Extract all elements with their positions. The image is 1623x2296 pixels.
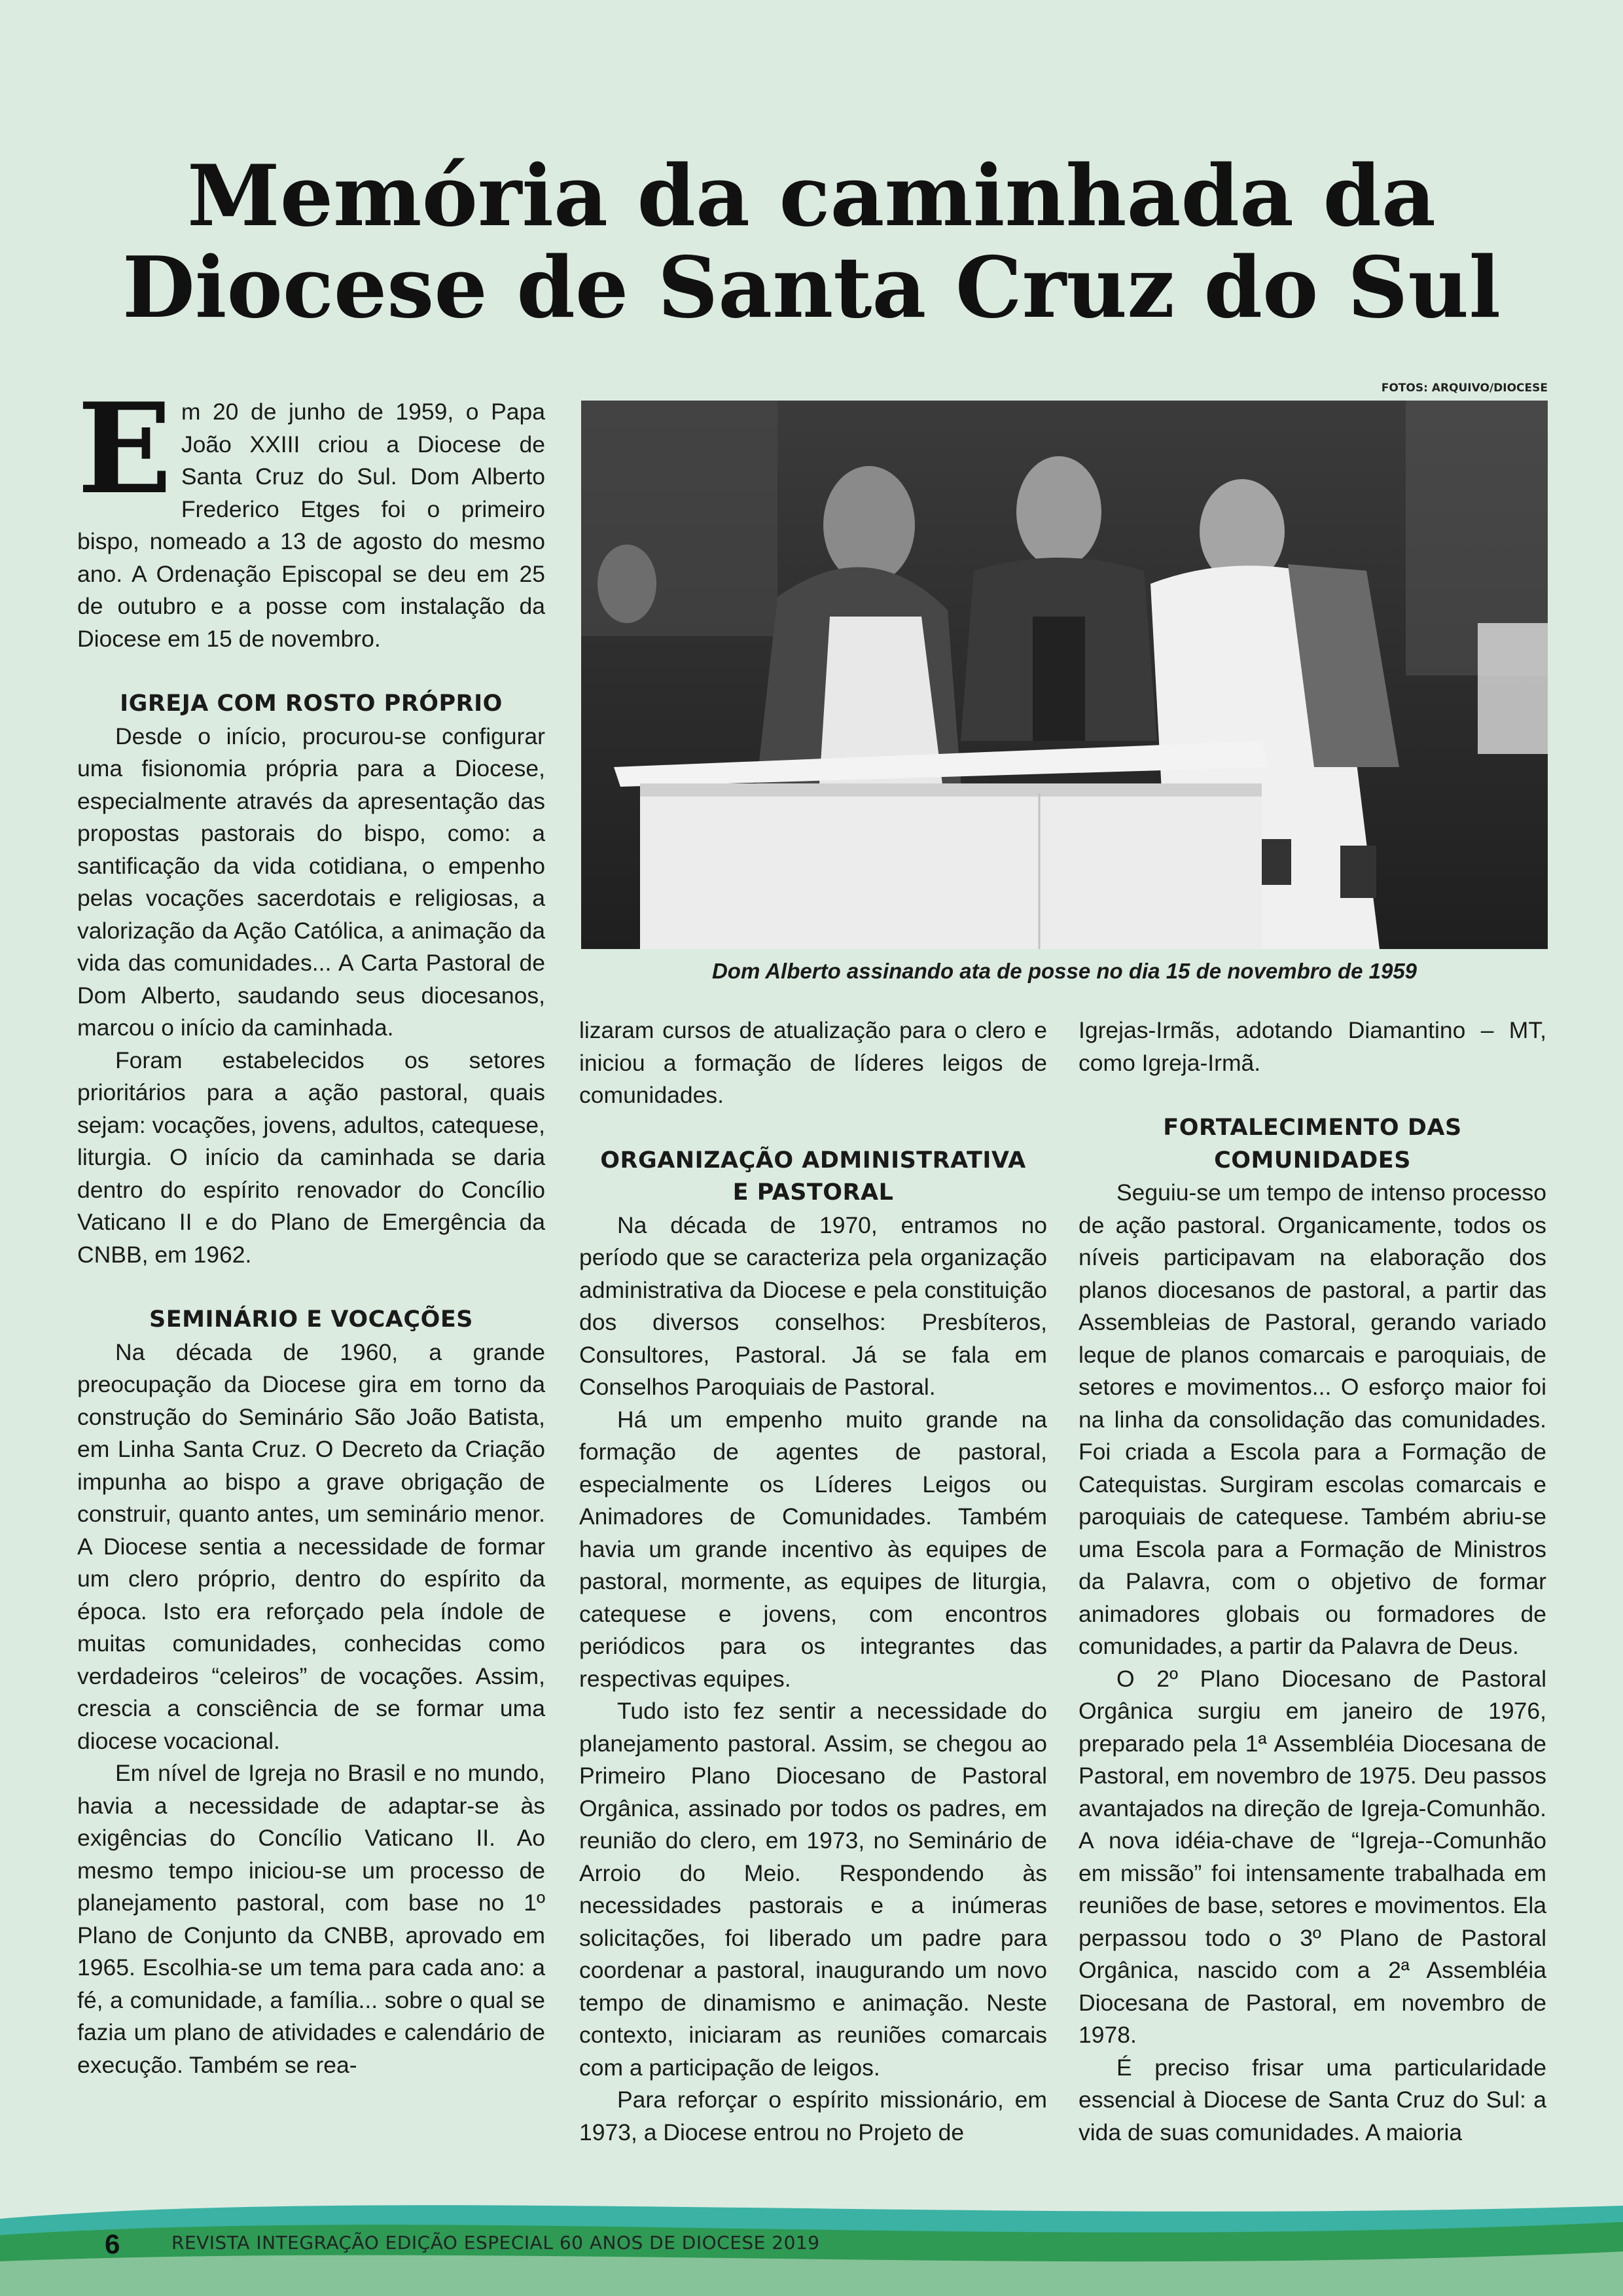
paragraph: É preciso frisar uma particularidade essencial à Diocese de Santa Cruz do Sul: a vida de suas comunidades. A maioria	[1079, 2054, 1546, 2145]
title-line-2: Diocese de Santa Cruz do Sul	[122, 239, 1501, 337]
paragraph: lizaram cursos de atualização para o clero e iniciou a formação de líderes leigos de comunidades.	[579, 1017, 1047, 1108]
historic-photo	[581, 401, 1548, 949]
paragraph: Há um empenho muito grande na formação de agentes de pastoral, especialmente os Líderes Leigos ou Animadores de Comunidades. Também havia um grande incentivo às equipes de pastoral, mormente, as equipes de liturgia, catequese e jovens, com encontros periódicos para os integrantes das respectivas equipes.	[579, 1406, 1047, 1692]
page-number: 6	[105, 2229, 120, 2259]
paragraph: Tudo isto fez sentir a necessidade do planejamento pastoral. Assim, se chegou ao Primeiro Plano Diocesano de Pastoral Orgânica, assinado por todos os padres, em reunião do clero, em 1973, no Seminário de Arroio do Meio. Respondendo às necessidades pastorais e a inúmeras solicitações, foi liberado um padre para coordenar a pastoral, inaugurando um novo tempo de dinamismo e animação. Neste contexto, iniciaram as reuniões comarcais com a participação de leigos.	[579, 1698, 1047, 2081]
paragraph: Na década de 1970, entramos no período que se caracteriza pela organização administrativa da Diocese e pela constituição dos diversos conselhos: Presbíteros, Consultores, Pastoral. Já se fala em Conselhos Paroquiais de Pastoral.	[579, 1211, 1047, 1400]
heading-organizacao-2: E PASTORAL	[732, 1179, 894, 1206]
paragraph: Igrejas-Irmãs, adotando Diamantino – MT, como Igreja-Irmã.	[1079, 1017, 1546, 1076]
paragraph: Para reforçar o espírito missionário, em 1973, a Diocese entrou no Projeto de	[579, 2087, 1047, 2145]
heading-igreja: IGREJA COM ROSTO PRÓPRIO	[120, 691, 503, 717]
paragraph: Desde o início, procurou-se configurar uma fisionomia própria para a Diocese, especialmente através da apresentação das propostas pastorais do bispo, como: a santificação da vida cotidiana, o empenho pelas vocações sacerdotais e religiosas, a valorização da Ação Católica, a animação da vida das comunidades... A Carta Pastoral de Dom Alberto, saudando seus diocesanos, marcou o início da caminhada.	[77, 723, 545, 1041]
heading-seminario: SEMINÁRIO E VOCAÇÕES	[149, 1306, 473, 1333]
footer-publication: REVISTA INTEGRAÇÃO EDIÇÃO ESPECIAL 60 ANOS DE DIOCESE 2019	[171, 2232, 820, 2253]
paragraph: Seguiu-se um tempo de intenso processo de ação pastoral. Organicamente, todos os níveis participavam na elaboração dos planos diocesanos de pastoral, a partir das Assembleias de Pastoral, gerando variado leque de planos comarcais e paroquiais, de setores e movimentos... O esforço maior foi na linha da consolidação das comunidades. Foi criada a Escola para a Formação de Catequistas. Surgiram escolas comarcais e paroquiais de catequese. Também abriu-se uma Escola para a Formação de Ministros da Palavra, com o objetivo de formar animadores globais ou formadores de comunidades, a partir da Palavra de Deus.	[1079, 1179, 1546, 1659]
paragraph: Foram estabelecidos os setores prioritários para a ação pastoral, quais sejam: vocações, jovens, adultos, catequese, liturgia. O início da caminhada se daria dentro do espírito renovador do Concílio Vaticano II e do Plano de Emergência da CNBB, em 1962.	[77, 1047, 545, 1268]
paragraph: Em nível de Igreja no Brasil e no mundo, havia a necessidade de adaptar-se às exigências do Concílio Vaticano II. Ao mesmo tempo iniciou-se um processo de planejamento pastoral, com base no 1º Plano de Conjunto da CNBB, aprovado em 1965. Escolhia-se um tema para cada ano: a fé, a comunidade, a família... sobre o qual se fazia um plano de atividades e calendário de execução. Também se rea-	[77, 1760, 545, 2078]
photo-caption: Dom Alberto assinando ata de posse no dia 15 de novembro de 1959	[711, 959, 1418, 983]
column-1	[77, 376, 545, 2081]
paragraph: Na década de 1960, a grande preocupação da Diocese gira em torno da construção do Seminário São João Batista, em Linha Santa Cruz. O Decreto da Criação impunha ao bispo a grave obrigação de construir, quanto antes, um seminário menor. A Diocese sentia a necessidade de formar um clero próprio, dentro do espírito da época. Isto era reforçado pela índole de muitas comunidades, conhecidas como verdadeiros “celeiros” de vocações. Assim, crescia a consciência de se formar uma diocese vocacional.	[77, 1338, 545, 1754]
drop-cap: E	[77, 376, 172, 522]
paragraph: O 2º Plano Diocesano de Pastoral Orgânica surgiu em janeiro de 1976, preparado pela 1ª Assembléia Diocesana de Pastoral, em novembro de 1975. Deu passos avantajados na direção de Igreja-Comunhão. A nova idéia-chave de “Igreja--Comunhão em missão” foi intensamente trabalhada em reuniões de base, setores e movimentos. Ela perpassou todo o 3º Plano de Pastoral Orgânica, nascido com a 2ª Assembléia Diocesana de Pastoral, em novembro de 1978.	[1079, 1665, 1546, 2048]
title-line-1: Memória da caminhada da	[187, 147, 1436, 245]
heading-organizacao-1: ORGANIZAÇÃO ADMINISTRATIVA	[600, 1147, 1026, 1174]
column-3	[1079, 1014, 1546, 2149]
heading-fortalecimento: FORTALECIMENTO DAS COMUNIDADES	[1163, 1115, 1462, 1174]
photo-credit: FOTOS: ARQUIVO/DIOCESE	[1381, 382, 1548, 395]
page-title	[0, 147, 1623, 337]
photo-illustration	[581, 401, 1548, 949]
column-2	[579, 1014, 1047, 2149]
intro-paragraph: Em 20 de junho de 1959, o Papa João XXIII criou a Diocese de Santa Cruz do Sul. Dom Alberto Frederico Etges foi o primeiro bispo, nomeado a 13 de agosto do mesmo ano. A Ordenação Episcopal se deu em 25 de outubro e a posse com instalação da Diocese em 15 de novembro.	[77, 376, 545, 652]
